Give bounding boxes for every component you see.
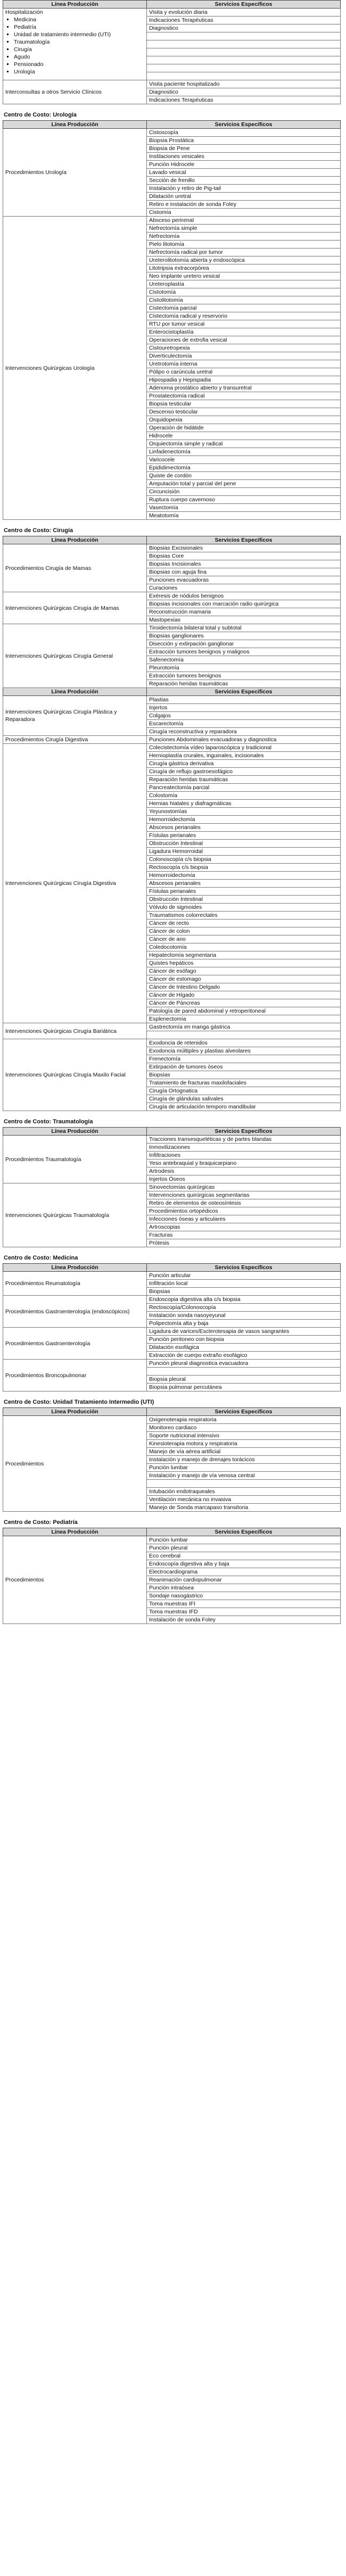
header-linea-produccion: Línea Producción: [3, 1264, 147, 1272]
servicio-especifico-cell: Extracción tumores benignos y malignos: [147, 648, 341, 656]
linea-produccion-cell: [3, 1328, 147, 1360]
table-row: [3, 1136, 341, 1144]
list-item: ▪ Cirugía: [14, 46, 144, 53]
servicio-especifico-cell: Escarectomía: [147, 720, 341, 728]
servicio-especifico-cell: Yeso antebraquial y braquicarpiano: [147, 1159, 341, 1167]
header-linea-produccion: Línea Producción: [3, 1, 147, 9]
linea-produccion-cell: [3, 1296, 147, 1328]
servicio-especifico-cell: Vasectomía: [147, 504, 341, 512]
table-row: [3, 592, 341, 600]
servicio-especifico-cell: Inmovilizaciones: [147, 1144, 341, 1152]
servicio-especifico-cell: Biopsias Core: [147, 552, 341, 560]
servicio-especifico-cell: Dilatación esofágica: [147, 1344, 341, 1352]
section-title: Centro de Costo: Medicina: [4, 1255, 78, 1261]
servicio-especifico-cell: Cistomía: [147, 209, 341, 217]
servicio-especifico-cell: Artrodesis: [147, 1167, 341, 1175]
servicio-especifico-cell: Biopsias incisionales con marcación radio quirúrgica: [147, 600, 341, 608]
servicio-especifico-cell: Sección de frenillo: [147, 177, 341, 185]
servicio-especifico-cell: Hemorroidectomía: [147, 816, 341, 824]
servicio-especifico-cell: Biopsias con aguja fina: [147, 568, 341, 576]
servicio-especifico-cell: Instalación y manejo de vía venosa central: [147, 1472, 341, 1480]
servicio-especifico-cell: [147, 72, 341, 80]
bullet-list: [5, 16, 144, 76]
linea-produccion-label: Interconsultas a otros Servicio Clínicos: [5, 89, 102, 95]
servicio-especifico-cell: Epididimectomía: [147, 464, 341, 472]
linea-produccion-cell: [3, 1183, 147, 1247]
servicio-especifico-cell: Cáncer de ano: [147, 935, 341, 943]
servicio-especifico-cell: Extirpación de tumores óseos: [147, 1063, 341, 1071]
table-row: [3, 1416, 341, 1424]
table-row: [3, 80, 341, 88]
servicio-especifico-cell: Rectoscopía c/s biopsia: [147, 864, 341, 872]
linea-produccion-cell: [3, 736, 147, 744]
header-servicios-especificos: Servicios Específicos: [147, 1408, 341, 1416]
servicio-especifico-cell: Fracturas: [147, 1231, 341, 1239]
servicio-especifico-cell: Sinovectomías quirúrgicas: [147, 1183, 341, 1191]
servicio-especifico-cell: Biopsias Incisionales: [147, 560, 341, 568]
section-title: Centro de Costo: Unidad Tratamiento Intermedio (UTI): [4, 1399, 154, 1405]
servicio-especifico-cell: Descenso testicular: [147, 408, 341, 416]
servicio-especifico-cell: Reparación heridas traumáticas: [147, 680, 341, 688]
table-row: [3, 624, 341, 632]
servicio-especifico-cell: Hepatectomía segmentaria: [147, 951, 341, 959]
servicio-especifico-cell: Pancreatectomía parcial: [147, 784, 341, 792]
servicio-especifico-cell: Nefrectomía radical por tumor: [147, 249, 341, 256]
linea-produccion-label: Procedimientos Broncopulmonar: [5, 1372, 87, 1379]
linea-produccion-cell: [3, 1272, 147, 1296]
linea-produccion-cell: [3, 544, 147, 592]
servicio-especifico-cell: RTU por tumor vesical: [147, 320, 341, 328]
servicio-especifico-cell: Punción intraósea: [147, 1584, 341, 1592]
servicio-especifico-cell: Retiro e instalación de sonda Foley: [147, 201, 341, 209]
servicio-especifico-cell: Obstrucción Intestinal: [147, 896, 341, 904]
servicio-especifico-cell: Adenoma prostático abierto y transuretral: [147, 384, 341, 392]
servicio-especifico-cell: Cistotomía: [147, 288, 341, 296]
servicio-especifico-cell: [147, 32, 341, 40]
table-row: [3, 1360, 341, 1368]
servicio-especifico-cell: Instalación y retiro de Pig-tail: [147, 185, 341, 193]
servicio-especifico-cell: Colgajos: [147, 712, 341, 720]
linea-produccion-cell: [3, 1136, 147, 1183]
servicio-especifico-cell: Manejo de Sonda marcapaso transitoria: [147, 1504, 341, 1512]
servicio-especifico-cell: Exodoncia múltiples y plastias alveolares: [147, 1047, 341, 1055]
servicio-especifico-cell: Absceso perirenal: [147, 217, 341, 225]
linea-produccion-cell: [3, 1536, 147, 1624]
servicio-especifico-cell: Punción lumbar: [147, 1464, 341, 1472]
linea-produccion-label: Intervenciones Quirúrgicas Cirugía Maxilo Facial: [5, 1072, 126, 1078]
servicio-especifico-cell: Intervenciones quirúrgicas segmentarias: [147, 1191, 341, 1199]
servicio-especifico-cell: Hernioplastía crurales, inguinales, incisionales: [147, 752, 341, 760]
servicio-especifico-cell: Electrocardiograma: [147, 1568, 341, 1576]
table-row: [3, 217, 341, 225]
servicio-especifico-cell: Biopsia testicular: [147, 400, 341, 408]
servicio-especifico-cell: Toma muestras IFI: [147, 1600, 341, 1608]
table-row: [3, 1296, 341, 1304]
servicio-especifico-cell: Artroscopias: [147, 1223, 341, 1231]
servicio-especifico-cell: Reconstrucción mamaria: [147, 608, 341, 616]
servicio-especifico-cell: Traumatismos colorrectales: [147, 912, 341, 920]
linea-produccion-cell: [3, 696, 147, 736]
linea-produccion-label: Intervenciones Quirúrgicas Cirugía Plástica y Reparadora: [5, 709, 117, 723]
header-servicios-especificos: Servicios Específicos: [147, 1528, 341, 1536]
servicio-especifico-cell: Biopsias: [147, 1071, 341, 1079]
servicio-especifico-cell: Manejo de vía aérea artificial: [147, 1448, 341, 1456]
servicio-especifico-cell: Cirugía de glándulas salivales: [147, 1095, 341, 1103]
servicio-especifico-cell: Punción Hidrocele: [147, 161, 341, 169]
linea-produccion-label: Intervenciones Quirúrgicas Traumatología: [5, 1212, 109, 1219]
table-header-row: [3, 1128, 341, 1136]
servicio-especifico-cell: Varicocele: [147, 456, 341, 464]
servicio-especifico-cell: Endoscopia digestiva alta c/s biopsia: [147, 1296, 341, 1304]
header-linea-produccion: Línea Producción: [3, 1408, 147, 1416]
servicio-especifico-cell: Tracciones transesqueléticas y de partes blandas: [147, 1136, 341, 1144]
servicio-especifico-cell: Ligadura Hemorroidal: [147, 848, 341, 856]
servicio-especifico-cell: Tratamiento de fracturas maxilofaciales: [147, 1079, 341, 1087]
servicio-especifico-cell: Reparación heridas traumáticas: [147, 776, 341, 784]
servicio-especifico-cell: Enterocistoplastía: [147, 328, 341, 336]
servicio-especifico-cell: Orquiectomía simple y radical: [147, 440, 341, 448]
servicio-especifico-cell: Biopsias ganglionares: [147, 632, 341, 640]
servicio-especifico-cell: Quiste de cordón: [147, 472, 341, 480]
table-row: [3, 1272, 341, 1280]
linea-produccion-cell: [3, 80, 147, 104]
servicio-especifico-cell: Operación de hidátide: [147, 424, 341, 432]
servicio-especifico-cell: [147, 1368, 341, 1376]
servicio-especifico-cell: Cáncer de recto: [147, 920, 341, 927]
servicio-especifico-cell: Hernias hiatales y diafragmáticas: [147, 800, 341, 808]
header-servicios-especificos: Servicios Específicos: [147, 1, 341, 9]
section-title: Centro de Costo: Urología: [4, 112, 77, 118]
linea-produccion-label: Intervenciones Quirúrgicas Cirugía Bariátrica: [5, 1028, 117, 1034]
servicio-especifico-cell: Toma muestras IFD: [147, 1608, 341, 1616]
servicio-especifico-cell: Coledocotomía: [147, 943, 341, 951]
servicio-especifico-cell: [147, 56, 341, 64]
servicio-especifico-cell: Tiroidectomía bilateral total y subtotal: [147, 624, 341, 632]
servicio-especifico-cell: Orquidopexia: [147, 416, 341, 424]
servicio-especifico-cell: Nefrectomía simple: [147, 225, 341, 233]
linea-produccion-cell: [3, 1023, 147, 1039]
list-item: ▪ Urología: [14, 68, 144, 76]
table-header-row: [3, 1528, 341, 1536]
servicio-especifico-cell: Infiltración local: [147, 1280, 341, 1288]
servicio-especifico-cell: Operaciones de extrofia vesical: [147, 336, 341, 344]
linea-produccion-label: Procedimientos Reumatología: [5, 1280, 80, 1287]
section-title: Centro de Costo: Pediatría: [4, 1519, 78, 1526]
table-row: [3, 1328, 341, 1336]
servicio-especifico-cell: Extracción tumores benignos: [147, 672, 341, 680]
services-table: [3, 0, 341, 104]
servicio-especifico-cell: Yeyunostomías: [147, 808, 341, 816]
header-linea-produccion: Línea Producción: [3, 536, 147, 544]
servicio-especifico-cell: Hidrocele: [147, 432, 341, 440]
list-item: ▪ Pensionado: [14, 61, 144, 68]
header-servicios-especificos: Servicios Específicos: [147, 1128, 341, 1136]
linea-produccion-cell: [3, 624, 147, 688]
section-title: Centro de Costo: Cirugía: [4, 527, 73, 534]
services-table: [3, 1528, 341, 1624]
servicio-especifico-cell: Punción peritoneo con biopsia: [147, 1336, 341, 1344]
servicio-especifico-cell: Intubación endotraqueales: [147, 1488, 341, 1496]
header-linea-produccion: Línea Producción: [3, 688, 147, 696]
linea-produccion-label: Intervenciones Quirúrgicas Cirugía de Mamas: [5, 604, 119, 611]
servicio-especifico-cell: [147, 64, 341, 72]
servicio-especifico-cell: Punción pleural: [147, 1544, 341, 1552]
servicio-especifico-cell: [147, 1480, 341, 1488]
servicio-especifico-cell: Cistouretropexia: [147, 344, 341, 352]
servicio-especifico-cell: Plastias: [147, 696, 341, 704]
servicio-especifico-cell: Polipectomía alta y baja: [147, 1320, 341, 1328]
servicio-especifico-cell: Gastrectomía en manga gástrica: [147, 1023, 341, 1031]
services-table: [3, 1407, 341, 1512]
linea-produccion-label: Intervenciones Quirúrgicas Cirugía Digestiva: [5, 880, 116, 887]
header-linea-produccion: Línea Producción: [3, 121, 147, 129]
servicio-especifico-cell: Prótesis: [147, 1239, 341, 1247]
servicio-especifico-cell: Pólipo o carúncula uretral: [147, 368, 341, 376]
servicio-especifico-cell: Procedimientos ortopédicos: [147, 1207, 341, 1215]
linea-produccion-cell: [3, 1039, 147, 1111]
list-item: ▪ Pediatría: [14, 23, 144, 31]
linea-produccion-label: Procedimientos: [5, 1460, 44, 1467]
servicio-especifico-cell: Abscesos perianales: [147, 824, 341, 832]
servicio-especifico-cell: Cirugía reconstructiva y reparadora: [147, 728, 341, 736]
servicio-especifico-cell: Colostomía: [147, 792, 341, 800]
table-row: [3, 744, 341, 752]
servicio-especifico-cell: Retiro de elementos de osteosíntesis: [147, 1199, 341, 1207]
servicio-especifico-cell: Hemorroidectomía: [147, 872, 341, 880]
servicio-especifico-cell: Hipospadia y Hepispadia: [147, 376, 341, 384]
servicio-especifico-cell: Fístulas perianales: [147, 888, 341, 896]
servicio-especifico-cell: Biopsias: [147, 1288, 341, 1296]
servicio-especifico-cell: Biopsia Prostática: [147, 137, 341, 145]
servicio-especifico-cell: Sondaje nasogástrico: [147, 1592, 341, 1600]
section-title: Centro de Costo: Traumatología: [4, 1119, 93, 1125]
servicio-especifico-cell: Ruptura cuerpo cavernoso: [147, 496, 341, 504]
table-row: [3, 129, 341, 137]
list-item: ▪ Agudo: [14, 53, 144, 61]
table-header-row: [3, 536, 341, 544]
servicio-especifico-cell: Vólvulo de sigmoides: [147, 904, 341, 912]
servicio-especifico-cell: Colonoscopía c/s biopsia: [147, 856, 341, 864]
servicio-especifico-cell: Indicaciones Terapéuticas: [147, 96, 341, 104]
servicio-especifico-cell: Obstrucción Intestinal: [147, 840, 341, 848]
linea-produccion-label: Procedimientos Cirugía Digestiva: [5, 736, 88, 743]
table-row: [3, 544, 341, 552]
servicio-especifico-cell: Cáncer de esófago: [147, 967, 341, 975]
services-table: [3, 120, 341, 520]
servicio-especifico-cell: Oxigenoterapia respiratoria: [147, 1416, 341, 1424]
servicio-especifico-cell: Diagnostico: [147, 24, 341, 32]
linea-produccion-label: Procedimientos Cirugía de Mamas: [5, 565, 92, 571]
table-header-row: [3, 1, 341, 9]
table-row: [3, 1039, 341, 1047]
servicio-especifico-cell: Endoscopía digestiva alta y baja: [147, 1560, 341, 1568]
servicio-especifico-cell: Linfadenectomía: [147, 448, 341, 456]
header-servicios-especificos: Servicios Específicos: [147, 1264, 341, 1272]
servicio-especifico-cell: Biopsias Excisionales: [147, 544, 341, 552]
list-item: ▪ Traumatología: [14, 38, 144, 46]
servicio-especifico-cell: Safenectomía: [147, 656, 341, 664]
servicio-especifico-cell: Ligadura de varices/Esclerotesapia de vasos sangrantes: [147, 1328, 341, 1336]
servicio-especifico-cell: Fístulas perianales: [147, 832, 341, 840]
servicio-especifico-cell: Punciones evacuadoras: [147, 576, 341, 584]
table-row: [3, 1023, 341, 1031]
linea-produccion-cell: [3, 217, 147, 520]
servicio-especifico-cell: Ventilación mecánica no invasiva: [147, 1496, 341, 1504]
servicio-especifico-cell: [147, 1031, 341, 1039]
servicio-especifico-cell: Cistectomía parcial: [147, 304, 341, 312]
linea-produccion-cell: [3, 9, 147, 80]
servicio-especifico-cell: Punción pleural diagnostica evacuadora: [147, 1360, 341, 1368]
servicio-especifico-cell: Cirugía gástrica derivativa: [147, 760, 341, 768]
table-row: [3, 736, 341, 744]
linea-produccion-label: Procedimientos Traumatología: [5, 1156, 81, 1163]
servicio-especifico-cell: Circuncisión: [147, 488, 341, 496]
servicio-especifico-cell: Disección y extirpación ganglionar: [147, 640, 341, 648]
servicio-especifico-cell: Kinesioterapia motora y respiratoria: [147, 1440, 341, 1448]
servicio-especifico-cell: Meatotomía: [147, 512, 341, 520]
servicio-especifico-cell: Visita y evolución diaria: [147, 9, 341, 16]
header-linea-produccion: Línea Producción: [3, 1128, 147, 1136]
servicio-especifico-cell: Cirugía de articulación temporo mandibular: [147, 1103, 341, 1111]
servicio-especifico-cell: Diagnostico: [147, 88, 341, 96]
table-row: [3, 696, 341, 704]
table-row: [3, 1536, 341, 1544]
servicio-especifico-cell: Injertos: [147, 704, 341, 712]
servicio-especifico-cell: Esplenectomía: [147, 1015, 341, 1023]
servicio-especifico-cell: Punción lumbar: [147, 1536, 341, 1544]
servicio-especifico-cell: Exodoncia de retenidos: [147, 1039, 341, 1047]
linea-produccion-label: Procedimientos Urología: [5, 169, 67, 176]
servicio-especifico-cell: Dilatación uretral: [147, 193, 341, 201]
servicio-especifico-cell: Instalación y manejo de drenajes torácicos: [147, 1456, 341, 1464]
header-servicios-especificos: Servicios Específicos: [147, 121, 341, 129]
servicio-especifico-cell: Monitoreo cardiaco: [147, 1424, 341, 1432]
linea-produccion-cell: [3, 1360, 147, 1391]
servicio-especifico-cell: Quistes hepáticos: [147, 959, 341, 967]
servicio-especifico-cell: Cistolitotomía: [147, 296, 341, 304]
servicio-especifico-cell: Eco cerebral: [147, 1552, 341, 1560]
servicio-especifico-cell: Ureterolitotomía abierta y endoscópica: [147, 256, 341, 264]
servicio-especifico-cell: Lavado vesical: [147, 169, 341, 177]
servicio-especifico-cell: Neo implante uretero vesical: [147, 272, 341, 280]
servicio-especifico-cell: Patología de pared abdominal y retroperitoneal: [147, 1007, 341, 1015]
header-servicios-especificos: Servicios Específicos: [147, 536, 341, 544]
linea-produccion-label: Procedimientos Gastroenterología: [5, 1340, 90, 1347]
services-table: [3, 1127, 341, 1247]
servicio-especifico-cell: Litotripsia extracorpórea: [147, 264, 341, 272]
linea-produccion-cell: [3, 1416, 147, 1512]
servicio-especifico-cell: Infecciones óseas y articulares: [147, 1215, 341, 1223]
servicio-especifico-cell: Colecistectomía vídeo laparoscópica y tradicional: [147, 744, 341, 752]
list-item: ▪ Medicina: [14, 16, 144, 23]
linea-produccion-label: Intervenciones Quirúrgicas Cirugía General: [5, 652, 113, 659]
servicio-especifico-cell: Instalación de sonda Foley: [147, 1616, 341, 1624]
servicio-especifico-cell: Curaciones: [147, 584, 341, 592]
servicio-especifico-cell: Punción articular: [147, 1272, 341, 1280]
linea-produccion-cell: [3, 129, 147, 217]
servicio-especifico-cell: Cáncer de colon: [147, 927, 341, 935]
table-row: [3, 1183, 341, 1191]
services-table: [3, 1263, 341, 1391]
table-header-row: [3, 688, 341, 696]
linea-produccion-label: Intervenciones Quirúrgicas Urología: [5, 365, 95, 371]
servicio-especifico-cell: Biopsia pulmonar percutánea: [147, 1384, 341, 1391]
servicio-especifico-cell: Injertos Óseos: [147, 1175, 341, 1183]
services-table: [3, 536, 341, 1111]
servicio-especifico-cell: Biopsia pleural: [147, 1376, 341, 1384]
servicio-especifico-cell: Cirugía de reflujo gastroesofágico: [147, 768, 341, 776]
servicio-especifico-cell: Soporte nutricional intensivo: [147, 1432, 341, 1440]
servicio-especifico-cell: Rectoscopía/Colonoscopía: [147, 1304, 341, 1312]
servicio-especifico-cell: Ureteroplastía: [147, 280, 341, 288]
servicio-especifico-cell: Cáncer de Páncreas: [147, 999, 341, 1007]
servicio-especifico-cell: Abscesos perianales: [147, 880, 341, 888]
servicio-especifico-cell: Mastopexias: [147, 616, 341, 624]
table-header-row: [3, 1264, 341, 1272]
linea-produccion-cell: [3, 744, 147, 1023]
servicio-especifico-cell: Reanimación cardiopulmonar: [147, 1576, 341, 1584]
linea-produccion-cell: [3, 592, 147, 624]
list-item: ▪ Unidad de tratamiento intermedio (UTI): [14, 31, 144, 38]
servicio-especifico-cell: Instalación sonda nasoyeyunal: [147, 1312, 341, 1320]
servicio-especifico-cell: Cáncer de Intestino Delgado: [147, 983, 341, 991]
table-header-row: [3, 121, 341, 129]
servicio-especifico-cell: Cistoscopía: [147, 129, 341, 137]
servicio-especifico-cell: [147, 48, 341, 56]
servicio-especifico-cell: Frenectomía: [147, 1055, 341, 1063]
servicio-especifico-cell: Biopsia de Pene: [147, 145, 341, 153]
table-row: [3, 9, 341, 16]
servicio-especifico-cell: [147, 40, 341, 48]
header-servicios-especificos: Servicios Específicos: [147, 688, 341, 696]
linea-produccion-label: Procedimientos Gastroenterología (endoscópicos): [5, 1308, 130, 1315]
servicio-especifico-cell: Uretrotomía interna: [147, 360, 341, 368]
linea-produccion-label: Hospitalización: [5, 9, 43, 15]
linea-produccion-label: Procedimientos: [5, 1577, 44, 1583]
servicio-especifico-cell: Diverticulectomía: [147, 352, 341, 360]
servicio-especifico-cell: Punciones Abdominales evacuadoras y diagnostica: [147, 736, 341, 744]
servicio-especifico-cell: Cistectomía radical y reservorio: [147, 312, 341, 320]
servicio-especifico-cell: Pielo litotomía: [147, 241, 341, 249]
servicio-especifico-cell: Cirugía Ortognatica: [147, 1087, 341, 1095]
servicio-especifico-cell: Instilaciones vesicales: [147, 153, 341, 161]
servicio-especifico-cell: Infiltraciones: [147, 1152, 341, 1159]
servicio-especifico-cell: Nefrectomía: [147, 233, 341, 241]
servicio-especifico-cell: Visita paciente hospitalizado: [147, 80, 341, 88]
servicio-especifico-cell: Amputación total y parcial del pene: [147, 480, 341, 488]
servicio-especifico-cell: Prostatectomía radical: [147, 392, 341, 400]
servicio-especifico-cell: Pleurotomía: [147, 664, 341, 672]
servicio-especifico-cell: Cáncer de Hígado: [147, 991, 341, 999]
servicio-especifico-cell: Indicaciones Terapéuticas: [147, 16, 341, 24]
servicio-especifico-cell: Extracción de cuerpo extraño esofágico: [147, 1352, 341, 1360]
servicio-especifico-cell: Exéresis de nódulos benignos: [147, 592, 341, 600]
servicio-especifico-cell: Cáncer de estomago: [147, 975, 341, 983]
table-header-row: [3, 1408, 341, 1416]
header-linea-produccion: Línea Producción: [3, 1528, 147, 1536]
